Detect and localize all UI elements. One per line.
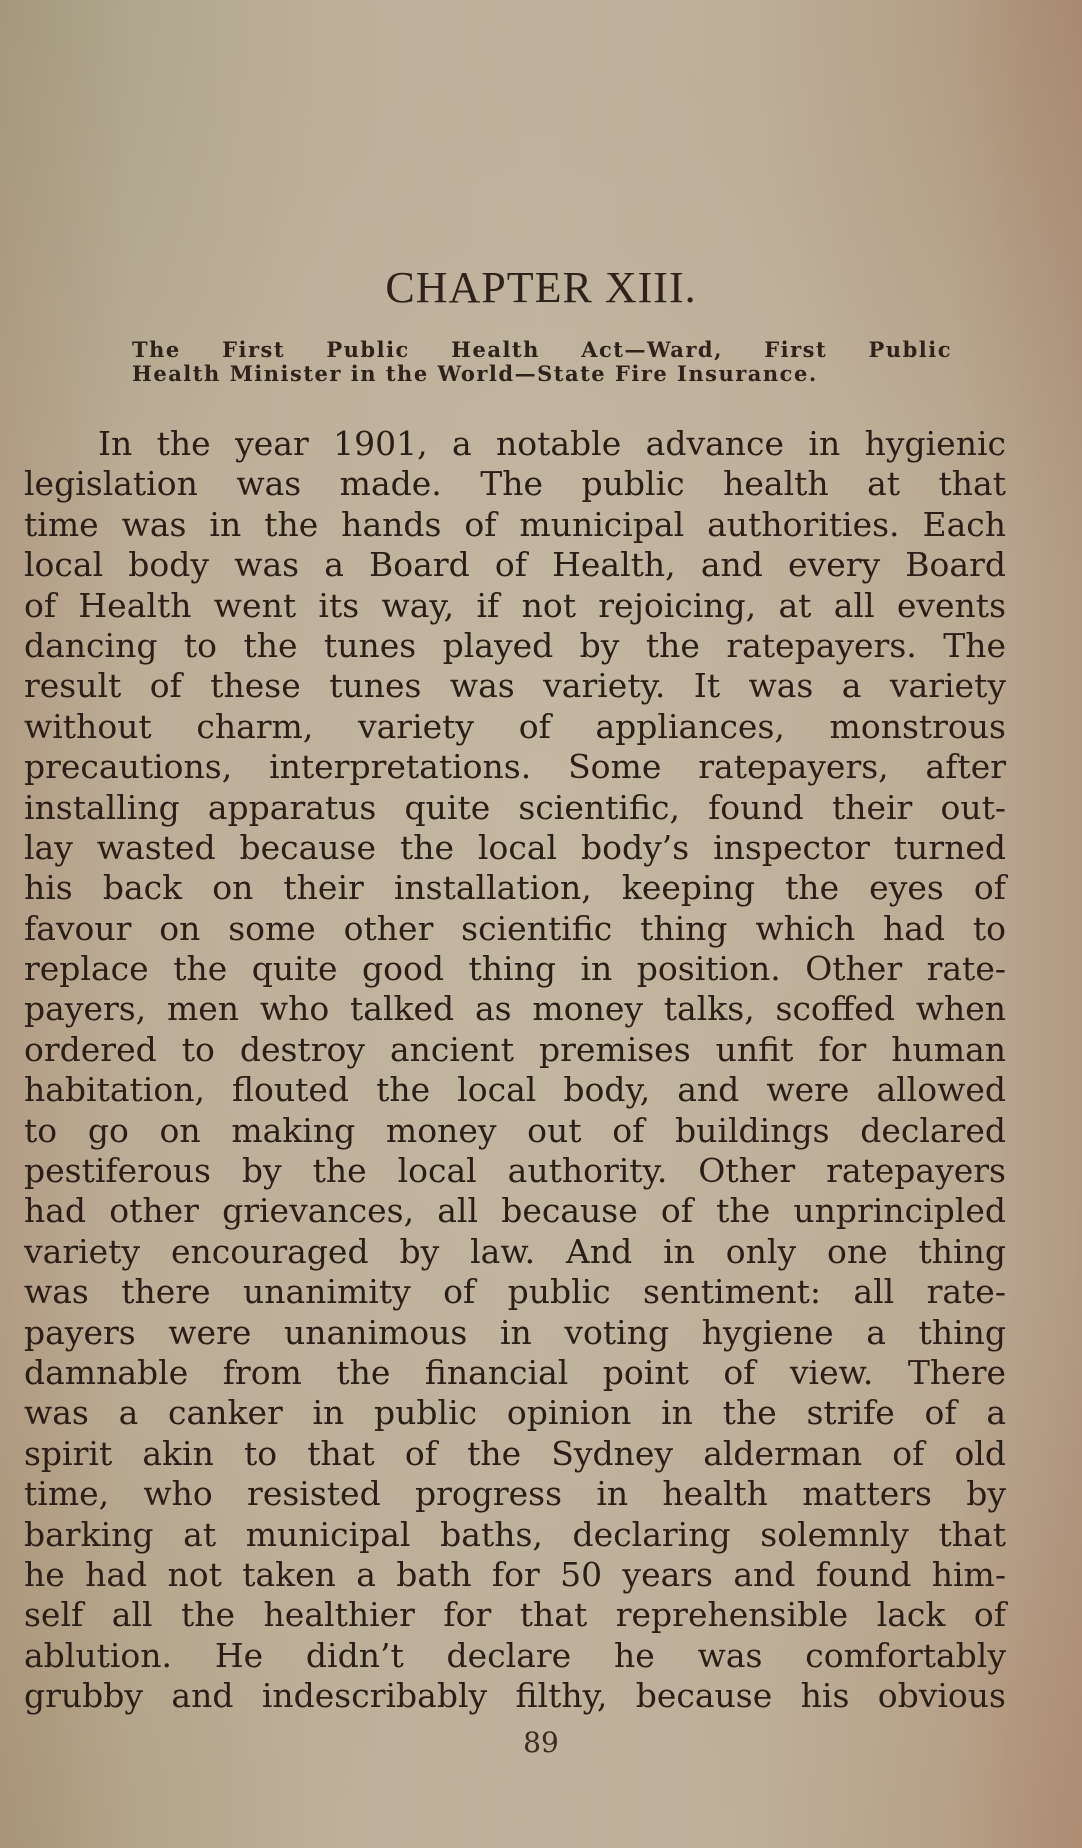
body-line: variety encouraged by law. And in only one thing <box>24 1231 1006 1271</box>
body-line: time, who resisted progress in health matters by <box>24 1474 1006 1514</box>
body-line: his back on their installation, keeping the eyes of <box>24 868 1006 908</box>
chapter-title: CHAPTER XIII. <box>385 263 697 312</box>
body-line: time was in the hands of municipal authorities. Each <box>24 504 1006 544</box>
chapter-summary <box>132 338 952 386</box>
body-line: dancing to the tunes played by the ratepayers. The <box>24 625 1006 665</box>
page-number: 89 <box>523 1726 559 1759</box>
body-line: habitation, flouted the local body, and were allowed <box>24 1070 1006 1110</box>
body-line: In the year 1901, a notable advance in hygienic <box>98 424 1006 463</box>
body-line: he had not taken a bath for 50 years and found him- <box>24 1554 1006 1594</box>
body-line: grubby and indescribably filthy, because his obvious <box>24 1676 1006 1716</box>
body-line: damnable from the financial point of view. There <box>24 1352 1006 1392</box>
body-line: precautions, interpretations. Some ratepayers, after <box>24 747 1006 787</box>
body-line: ablution. He didn’t declare he was comfortably <box>24 1635 1006 1675</box>
body-line: legislation was made. The public health at that <box>24 464 1006 504</box>
chapter-summary-line: Health Minister in the World—State Fire Insurance. <box>132 361 818 386</box>
body-text <box>24 424 1006 1717</box>
body-line: was a canker in public opinion in the strife of a <box>24 1393 1006 1433</box>
chapter-summary-line: The First Public Health Act—Ward, First Public <box>132 337 952 362</box>
body-line: spirit akin to that of the Sydney alderman of old <box>24 1433 1006 1473</box>
body-line: had other grievances, all because of the unprincipled <box>24 1191 1006 1231</box>
body-line: favour on some other scientific thing which had to <box>24 908 1006 948</box>
body-line: replace the quite good thing in position. Other rate- <box>24 949 1006 989</box>
body-line: local body was a Board of Health, and every Board <box>24 545 1006 585</box>
body-line: was there unanimity of public sentiment: all rate- <box>24 1272 1006 1312</box>
body-line: payers, men who talked as money talks, scoffed when <box>24 989 1006 1029</box>
body-line: barking at municipal baths, declaring solemnly that <box>24 1514 1006 1554</box>
body-line: ordered to destroy ancient premises unfit for human <box>24 1029 1006 1069</box>
body-line: pestiferous by the local authority. Other ratepayers <box>24 1151 1006 1191</box>
body-line: result of these tunes was variety. It was a variety <box>24 666 1006 706</box>
body-line: to go on making money out of buildings declared <box>24 1110 1006 1150</box>
body-line: lay wasted because the local body’s inspector turned <box>24 827 1006 867</box>
body-line: payers were unanimous in voting hygiene a thing <box>24 1312 1006 1352</box>
body-line: without charm, variety of appliances, monstrous <box>24 706 1006 746</box>
body-line: installing apparatus quite scientific, found their out- <box>24 787 1006 827</box>
body-line: of Health went its way, if not rejoicing, at all events <box>24 585 1006 625</box>
body-line: self all the healthier for that reprehensible lack of <box>24 1595 1006 1635</box>
